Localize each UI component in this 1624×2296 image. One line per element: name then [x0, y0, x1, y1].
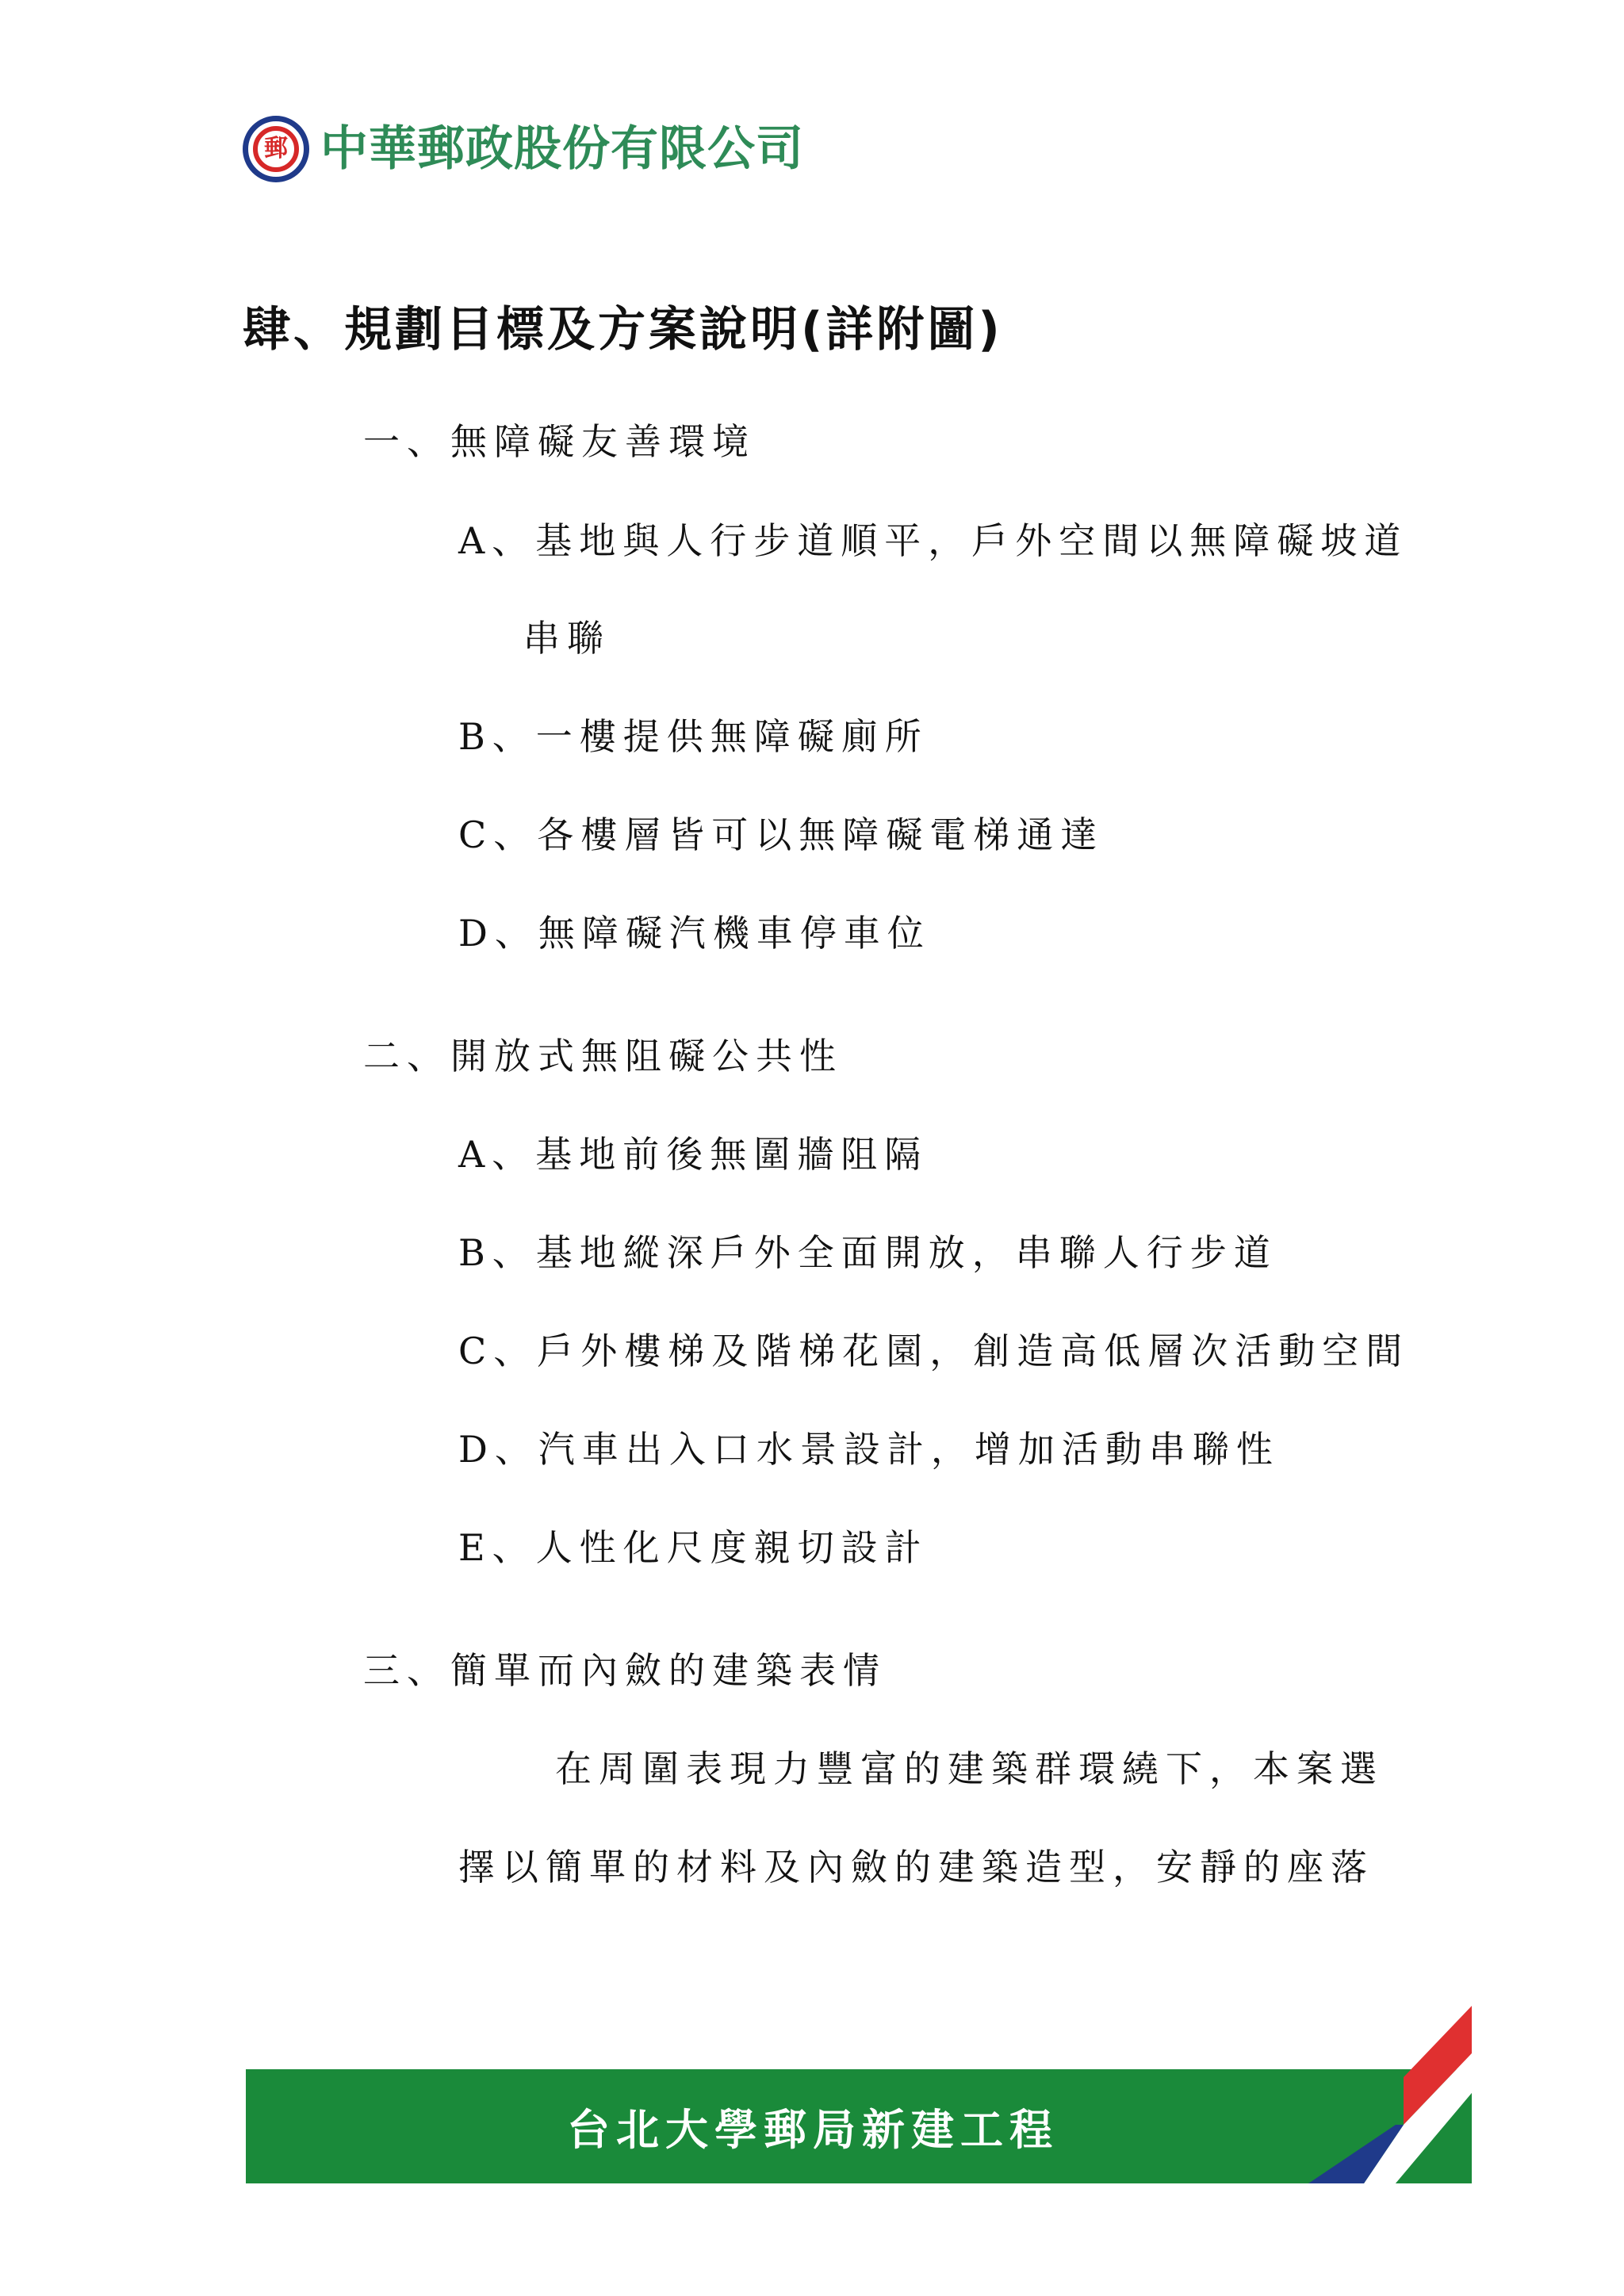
post-emblem-icon	[243, 116, 309, 182]
subitem-2c: C、戶外樓梯及階梯花園，創造高低層次活動空間	[458, 1330, 1410, 1372]
post-emblem-glyph: 郵	[253, 126, 299, 172]
subitem-1c: C、各樓層皆可以無障礙電梯通達	[458, 813, 1105, 856]
subitem-1b: B、一樓提供無障礙廁所	[458, 715, 929, 758]
item-title-2: 二、開放式無阻礙公共性	[363, 1035, 843, 1077]
subitem-2a: A、基地前後無圍牆阻隔	[458, 1133, 929, 1176]
subitem-2e: E、人性化尺度親切設計	[458, 1526, 929, 1569]
section-heading: 肆、規劃目標及方案說明(詳附圖)	[243, 302, 1003, 358]
subitem-1a-continuation: 串聯	[523, 617, 611, 660]
company-name: 中華郵政股份有限公司	[320, 121, 804, 177]
item-title-1: 一、無障礙友善環境	[363, 420, 756, 463]
stripe-decoration-icon	[1277, 2006, 1472, 2183]
paragraph-line-2: 擇以簡單的材料及內斂的建築造型，安靜的座落	[458, 1846, 1374, 1888]
subitem-1a: A、基地與人行步道順平，戶外空間以無障礙坡道	[458, 519, 1408, 562]
subitem-2d: D、汽車出入口水景設計，增加活動串聯性	[458, 1428, 1280, 1471]
project-title: 台北大學郵局新建工程	[567, 2104, 1059, 2155]
paragraph-line-1: 在周圍表現力豐富的建築群環繞下，本案選	[555, 1747, 1384, 1790]
company-logo	[243, 116, 804, 182]
subitem-2b: B、基地縱深戶外全面開放，串聯人行步道	[458, 1231, 1277, 1274]
subitem-1d: D、無障礙汽機車停車位	[458, 912, 931, 955]
item-title-3: 三、簡單而內斂的建築表情	[363, 1649, 887, 1692]
